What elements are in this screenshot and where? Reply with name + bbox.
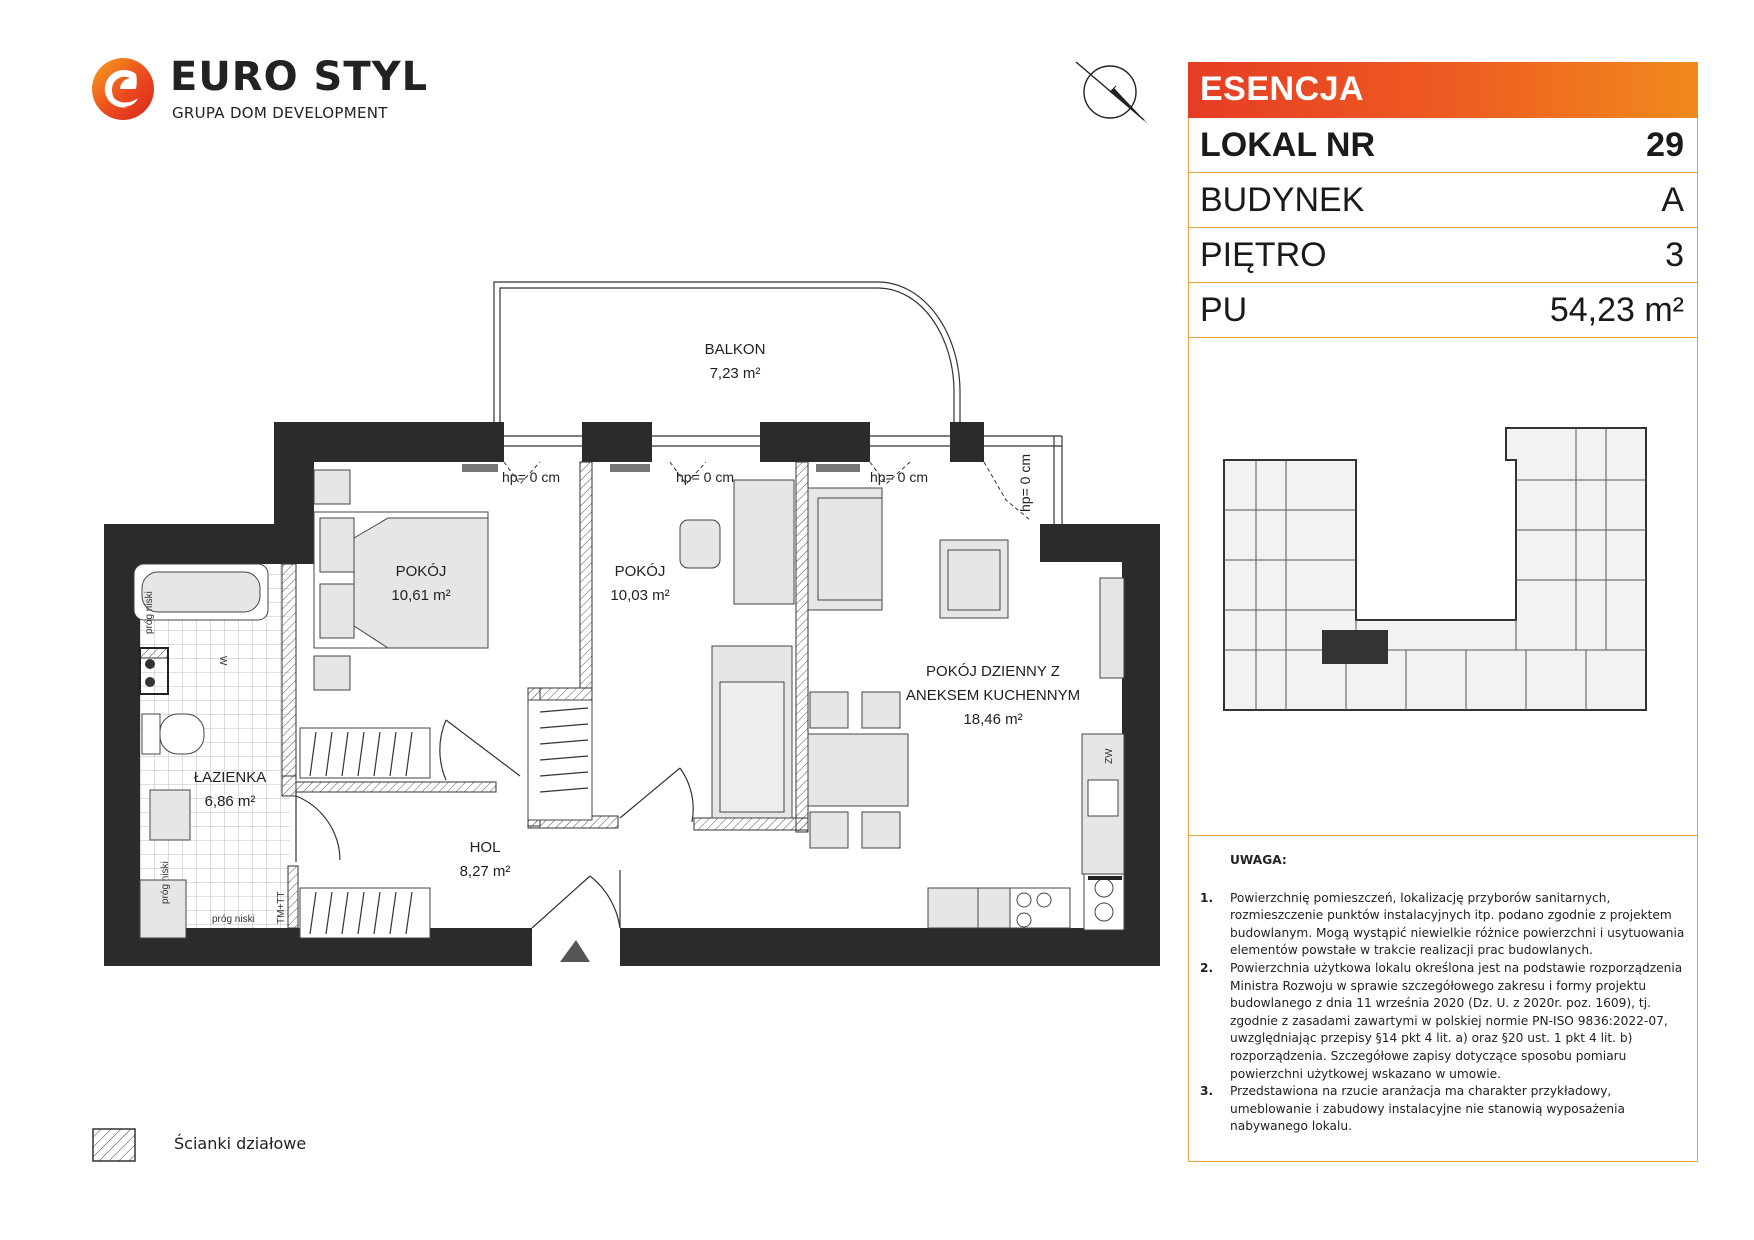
room-dzienny-name2: ANEKSEM KUCHENNYM: [905, 687, 1081, 704]
project-header: [1188, 62, 1698, 118]
zw-label: ZW: [1104, 748, 1115, 764]
w-label: W: [217, 656, 228, 666]
info-row-budynek: [1188, 173, 1698, 228]
hp-label-3: hp= 0 cm: [870, 469, 928, 485]
note-number: 3.: [1200, 1084, 1214, 1099]
room-dzienny-area: 18,46 m²: [963, 711, 1023, 728]
note-item: [1200, 890, 1690, 960]
hp-label-4: hp= 0 cm: [1017, 454, 1033, 512]
hp-label-1: hp= 0 cm: [502, 469, 560, 485]
room-hol-name: HOL: [469, 839, 501, 856]
info-label: PU: [1200, 291, 1248, 329]
notes-title: UWAGA:: [1230, 853, 1287, 867]
note-number: 1.: [1200, 890, 1214, 905]
info-row-pu: [1188, 283, 1698, 338]
room-pokoj2-area: 10,03 m²: [610, 587, 670, 604]
note-text: Przedstawiona na rzucie aranżacja ma charakter przykładowy, umeblowanie i zabudowy instalacyjne nie stanowią wyposażenia nabywanego lokalu.: [1230, 1084, 1626, 1134]
highlighted-unit: [1322, 630, 1388, 664]
note-item: [1200, 1083, 1690, 1136]
info-value: 29: [1646, 126, 1684, 164]
entrance-arrow-icon: [560, 940, 590, 962]
note-item: [1200, 960, 1690, 1083]
note-number: 2.: [1200, 960, 1214, 975]
info-label: LOKAL NR: [1200, 126, 1376, 164]
info-value: 3: [1665, 236, 1684, 274]
room-balkon-area: 7,23 m²: [709, 365, 761, 382]
project-name: ESENCJA: [1200, 70, 1365, 108]
info-label: PIĘTRO: [1200, 236, 1327, 274]
room-pokoj1-name: POKÓJ: [395, 563, 447, 580]
info-value: 54,23 m²: [1549, 291, 1684, 329]
info-value: A: [1661, 181, 1684, 219]
brand-subtitle: GRUPA DOM DEVELOPMENT: [172, 104, 388, 122]
room-pokoj1-area: 10,61 m²: [391, 587, 451, 604]
note-text: Powierzchnia użytkowa lokalu określona jest na podstawie rozporządzenia Ministra Rozwoju w sprawie szczegółowego zakresu i formy projektu budowlanego z dnia 11 września 2020 (Dz. U. z 2020r. poz. 1609), tj. zgodnie z zasadami zawartymi w polskiej normie PN-ISO 9836:2022-07, uwzględniając przepisy §14 pkt 4 lit. a) oraz §20 ust. 1 pkt 4 lit. b) rozporządzenia. Szczegółowe zapisy dotyczące sposobu pomiaru powierzchni użytkowej wskazano w umowie.: [1230, 960, 1683, 1081]
info-row-lokal: [1188, 118, 1698, 173]
hp-label-2: hp= 0 cm: [676, 469, 734, 485]
brand-name: EURO STYL: [170, 54, 429, 100]
note-text: Powierzchnię pomieszczeń, lokalizację przyborów sanitarnych, rozmieszczenie punktów instalacyjnych itp. podano zgodnie z projektem budowlanym. Mogą wystąpić niewielkie różnice powierzchni i usytuowania elementów powstałe w trakcie realizacji prac budowlanych.: [1230, 890, 1685, 958]
legend-label: Ścianki działowe: [174, 1134, 307, 1153]
room-balkon-name: BALKON: [704, 341, 766, 358]
prog-label-2: próg niski: [160, 861, 171, 904]
tmtt-label: TM+TT: [276, 891, 287, 924]
building-key-plan: [1216, 420, 1666, 730]
room-lazienka-name: ŁAZIENKA: [193, 769, 267, 786]
prog-label-1: próg niski: [144, 591, 155, 634]
partition-legend-icon: [92, 1128, 136, 1162]
notes: [1200, 852, 1690, 1136]
info-row-pietro: [1188, 228, 1698, 283]
room-dzienny-name1: POKÓJ DZIENNY Z: [926, 663, 1060, 680]
notes-divider: [1188, 835, 1698, 836]
info-label: BUDYNEK: [1200, 181, 1365, 219]
room-lazienka-area: 6,86 m²: [204, 793, 256, 810]
prog-label-3: próg niski: [212, 914, 255, 925]
room-hol-area: 8,27 m²: [459, 863, 511, 880]
room-pokoj2-name: POKÓJ: [614, 563, 666, 580]
